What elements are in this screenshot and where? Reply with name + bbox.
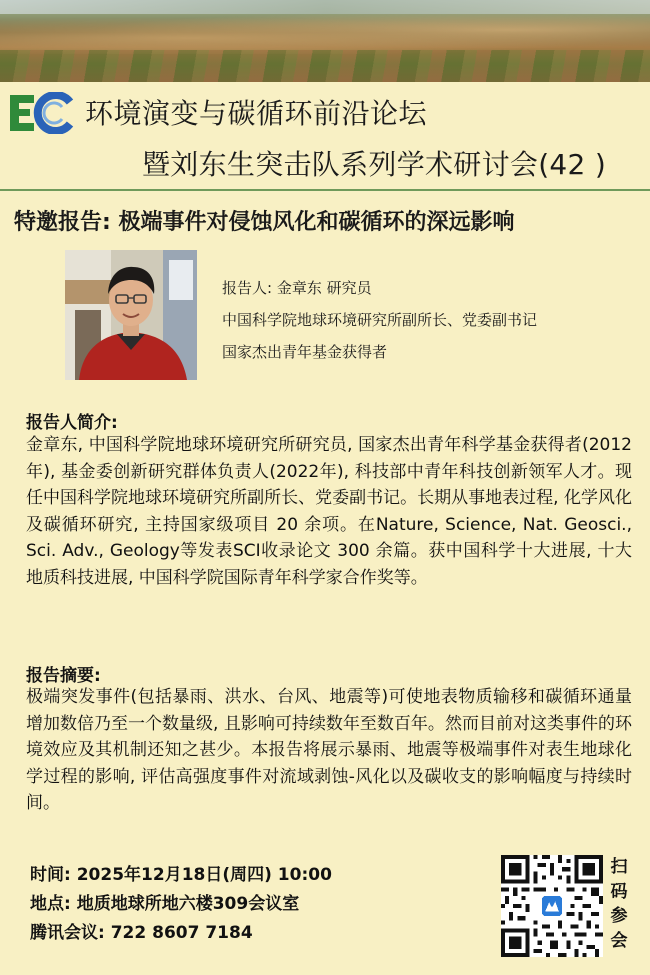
speaker-photo xyxy=(65,250,197,380)
abstract-heading: 报告摘要: xyxy=(26,666,101,686)
event-time: 时间: 2025年12月18日(周四) 10:00 xyxy=(30,865,332,885)
landscape-banner xyxy=(0,0,650,82)
talk-title: 特邀报告: 极端事件对侵蚀风化和碳循环的深远影响 xyxy=(14,210,515,235)
ec-logo-icon xyxy=(10,92,76,134)
abstract-text: 极端突发事件(包括暴雨、洪水、台风、地震等)可使地表物质输移和碳循环通量增加数倍乃至一个数量级, 且影响可持续数年至数百年。然而目前对这类事件的环境效应及其机制还知之甚少。本报告将展示暴雨、地震等极端事件对表生地球化学过程的影响, 评估高强度事件对流域剥蚀-风化以及碳收支的影响幅度与持续时间。 xyxy=(26,687,632,814)
banner-sky xyxy=(0,0,650,14)
speaker-name: 报告人: 金章东 研究员 xyxy=(222,279,372,297)
scan-char: 扫 xyxy=(610,857,628,877)
event-meeting[interactable]: 腾讯会议: 722 8607 7184 xyxy=(30,923,253,943)
event-place: 地点: 地质地球所地六楼309会议室 xyxy=(30,894,300,914)
scan-to-join-label xyxy=(604,855,634,953)
header-divider xyxy=(0,189,650,191)
banner-ridge xyxy=(0,14,650,54)
bio-text: 金章东, 中国科学院地球环境研究所研究员, 国家杰出青年科学基金获得者(2012年), 基金委创新研究群体负责人(2022年), 科技部中青年科技创新领军人才。现任中国科学院地球环境研究所副所长、党委副书记。长期从事地表过程, 化学风化及碳循环研究, 主持国家级项目 20 余项。在Nature, Science, Nat. Geosci., Sci. Adv., Geology等发表SCI收录论文 300 余篇。获中国科学十大进展, 十大地质科技进展, 中国科学院国际青年科学家合作奖等。 xyxy=(26,435,632,588)
banner-hills xyxy=(0,50,650,82)
forum-title: 环境演变与碳循环前沿论坛 xyxy=(85,97,428,130)
bio-heading: 报告人简介: xyxy=(26,413,118,433)
scan-char: 会 xyxy=(610,930,628,951)
speaker-info xyxy=(222,272,537,368)
scan-char: 码 xyxy=(610,881,628,902)
scan-char: 参 xyxy=(610,906,628,926)
qr-code-icon[interactable] xyxy=(501,855,603,957)
forum-subtitle: 暨刘东生突击队系列学术研讨会(42 ) xyxy=(142,148,607,181)
speaker-honor: 国家杰出青年基金获得者 xyxy=(222,343,388,361)
speaker-position: 中国科学院地球环境研究所副所长、党委副书记 xyxy=(222,311,538,329)
